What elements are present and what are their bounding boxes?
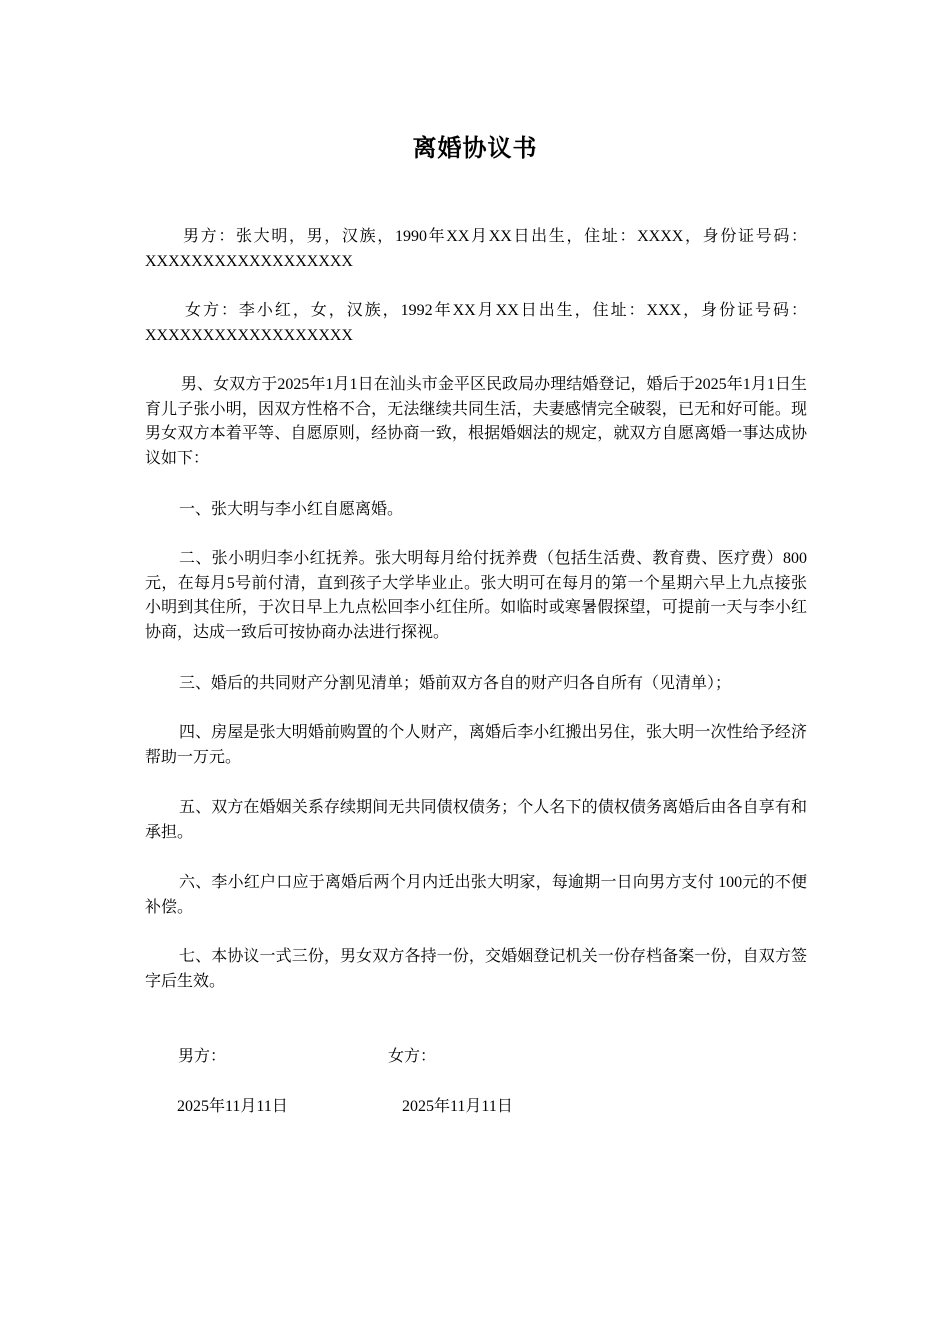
clause-5: 五、双方在婚姻关系存续期间无共同债权债务；个人名下的债权债务离婚后由各自享有和承担。 [145,799,807,841]
female-party-info: 女方：李小红，女，汉族，1992年XX月XX日出生，住址：XXX，身份证号码：XXXXXXXXXXXXXXXXXX [145,302,807,344]
clause-3: 三、婚后的共同财产分割见清单；婚前双方各自的财产归各自所有（见清单）； [179,675,732,692]
male-party-info: 男方：张大明，男，汉族，1990年XX月XX日出生，住址：XXXX，身份证号码：XXXXXXXXXXXXXXXXXX [145,228,807,270]
female-signature-date: 2025年11月11日 [402,1098,513,1115]
male-signature-label: 男方： [178,1048,227,1065]
intro-paragraph: 男、女双方于2025年1月1日在汕头市金平区民政局办理结婚登记，婚后于2025年1月1日生育儿子张小明，因双方性格不合，无法继续共同生活，夫妻感情完全破裂，已无和好可能。现男女双方本着平等、自愿原则，经协商一致，根据婚姻法的规定，就双方自愿离婚一事达成协议如下： [145,376,807,467]
clause-2: 二、张小明归李小红抚养。张大明每月给付抚养费（包括生活费、教育费、医疗费）800元，在每月5号前付清，直到孩子大学毕业止。张大明可在每月的第一个星期六早上九点接张小明到其住所，于次日早上九点松回李小红住所。如临时或寒暑假探望，可提前一天与李小红协商，达成一致后可按协商办法进行探视。 [145,550,807,641]
male-signature-date: 2025年11月11日 [177,1098,288,1115]
clause-7: 七、本协议一式三份，男女双方各持一份，交婚姻登记机关一份存档备案一份，自双方签字后生效。 [145,948,807,990]
female-signature-label: 女方： [388,1048,437,1065]
document-title: 离婚协议书 [412,136,538,162]
clause-4: 四、房屋是张大明婚前购置的个人财产，离婚后李小红搬出另住，张大明一次性给予经济帮助一万元。 [145,724,807,766]
clause-1: 一、张大明与李小红自愿离婚。 [179,501,404,518]
clause-6: 六、李小红户口应于离婚后两个月内迁出张大明家，每逾期一日向男方支付 100元的不便补偿。 [145,874,807,916]
